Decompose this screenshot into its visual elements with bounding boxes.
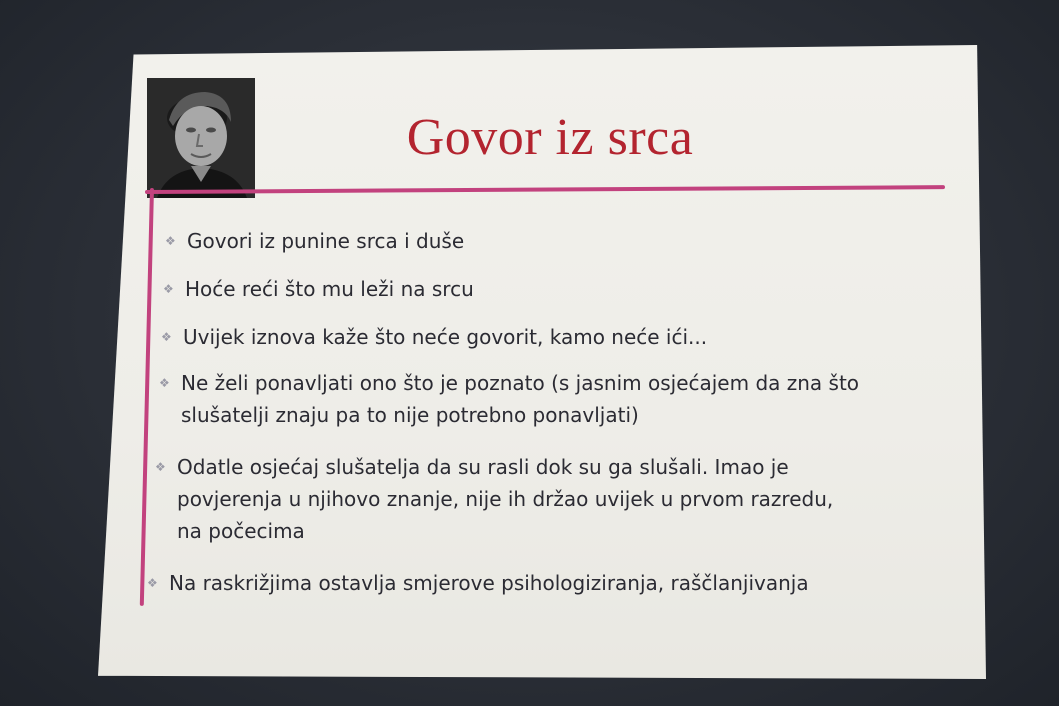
bullet-item (159, 367, 859, 431)
diamond-bullet-icon: ❖ (163, 282, 174, 296)
bullet-text: Odatle osjećaj slušatelja da su rasli dok su ga slušali. Imao je (177, 455, 789, 479)
diamond-bullet-icon: ❖ (155, 460, 166, 474)
bullet-item (161, 321, 707, 353)
bullet-text: Uvijek iznova kaže što neće govorit, kamo neće ići... (183, 325, 708, 349)
diamond-bullet-icon: ❖ (165, 234, 176, 248)
portrait-figure (147, 78, 255, 198)
bullet-item (165, 225, 464, 257)
bullet-text: Govori iz punine srca i duše (187, 229, 465, 253)
bullet-text: Hoće reći što mu leži na srcu (185, 277, 474, 301)
bullet-item (163, 273, 474, 305)
bullet-text: Ne želi ponavljati ono što je poznato (s jasnim osjećajem da zna što (181, 371, 860, 395)
bullet-text: na počecima (177, 519, 305, 543)
bullet-text: Na raskrižjima ostavlja smjerove psihologiziranja, raščlanjivanja (169, 571, 809, 595)
diamond-bullet-icon: ❖ (159, 376, 170, 390)
bullet-item (147, 567, 809, 599)
bullet-item (155, 451, 833, 547)
bullet-text: slušatelji znaju pa to nije potrebno ponavljati) (181, 403, 639, 427)
diamond-bullet-icon: ❖ (147, 576, 158, 590)
slide-title: Govor iz srca (406, 109, 694, 166)
portrait-photo (147, 78, 255, 198)
bullet-text: povjerenja u njihovo znanje, nije ih držao uvijek u prvom razredu, (177, 487, 834, 511)
diamond-bullet-icon: ❖ (161, 330, 172, 344)
